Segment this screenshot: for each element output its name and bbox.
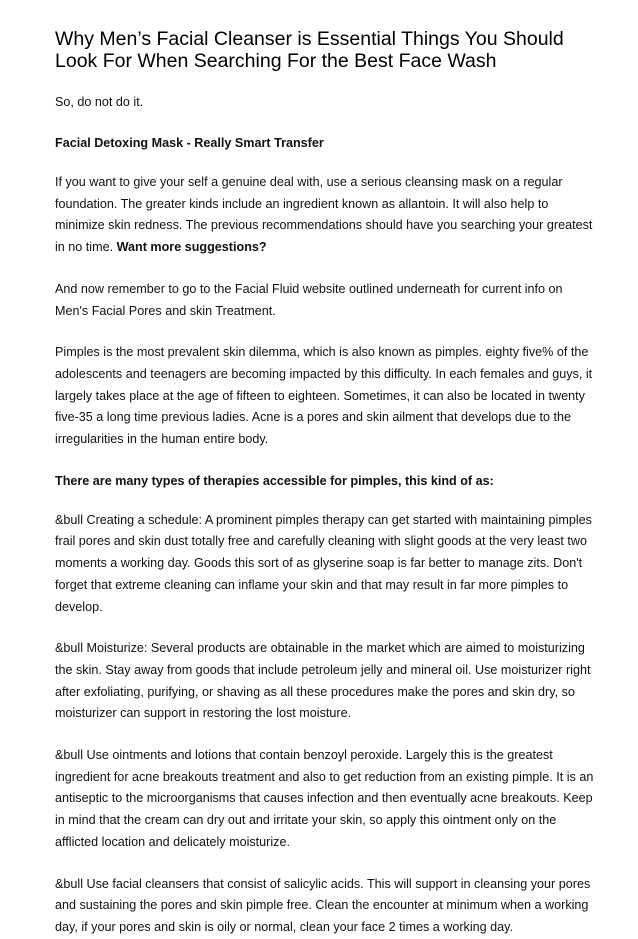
intro-text: So, do not do it. [55, 95, 144, 109]
paragraph-facial-fluid: And now remember to go to the Facial Fluid website outlined underneath for current info on Men's Facial Pores and skin Treatment. [55, 281, 563, 318]
bullet-moisturize: &bull Moisturize: Several products are obtainable in the market which are aimed to moisturizing the skin. Stay away from goods that include petroleum jelly and mineral oil. Use moisturizer right after exfoliating, purifying, or shaving as all these procedures make the pores and skin dry, so moisturizer can support in restoring the lost moisture. [55, 641, 591, 721]
bullet-schedule: &bull Creating a schedule: A prominent pimples therapy can get started with maintaining pimples frail pores and skin dust totally free and carefully cleaning with slight goods at the very least two moments a working day. Goods this sort of as glyserine soap is far better to manage zits. Don't forget that extreme cleaning can inflame your skin and that may result in far more pimples to develop. [55, 512, 592, 614]
section-heading-detox-mask: Facial Detoxing Mask - Really Smart Transfer [55, 136, 324, 150]
paragraph-pimples: Pimples is the most prevalent skin dilemma, which is also known as pimples. eighty five% of the adolescents and teenagers are becoming impacted by this difficulty. In each females and guys, it largely takes place at the age of fifteen to eighteen. Sometimes, it can also be located in twenty five-35 a long time previous ladies. Acne is a pores and skin ailment that develops due to the irregularities in the human entire body. [55, 345, 593, 447]
bullet-benzoyl-peroxide: &bull Use ointments and lotions that contain benzoyl peroxide. Largely this is the greatest ingredient for acne breakouts treatment and also to get reduction from an existing pimple. It is an antiseptic to the microorganisms that causes infection and then eventually acne breakouts. Keep in mind that the cream can dry out and irritate your skin, so apply this ointment only on the afflicted location and delicately moisturize. [55, 748, 594, 849]
paragraph-text: If you want to give your self a genuine deal with, use a serious cleansing mask on a regular foundation. The greater kinds include an ingredient known as allantoin. It will also help to minimize skin redness. The previous recommendations should have you searching your greatest in no time. [55, 175, 593, 255]
suggestions-link[interactable]: Want more suggestions? [116, 240, 267, 255]
paragraph-cleansing-mask [55, 172, 598, 259]
document-title: Why Men’s Facial Cleanser is Essential Things You Should Look For When Searching For the Best Face Wash [55, 28, 564, 72]
bullet-salicylic-cleansers: &bull Use facial cleansers that consist of salicylic acids. This will support in cleansing your pores and sustaining the pores and skin pimple free. Clean the encounter at minimum when a working day, if your pores and skin is oily or normal, clean your face 2 times a working day. [55, 876, 591, 934]
section-heading-therapies: There are many types of therapies accessible for pimples, this kind of as: [55, 473, 494, 488]
